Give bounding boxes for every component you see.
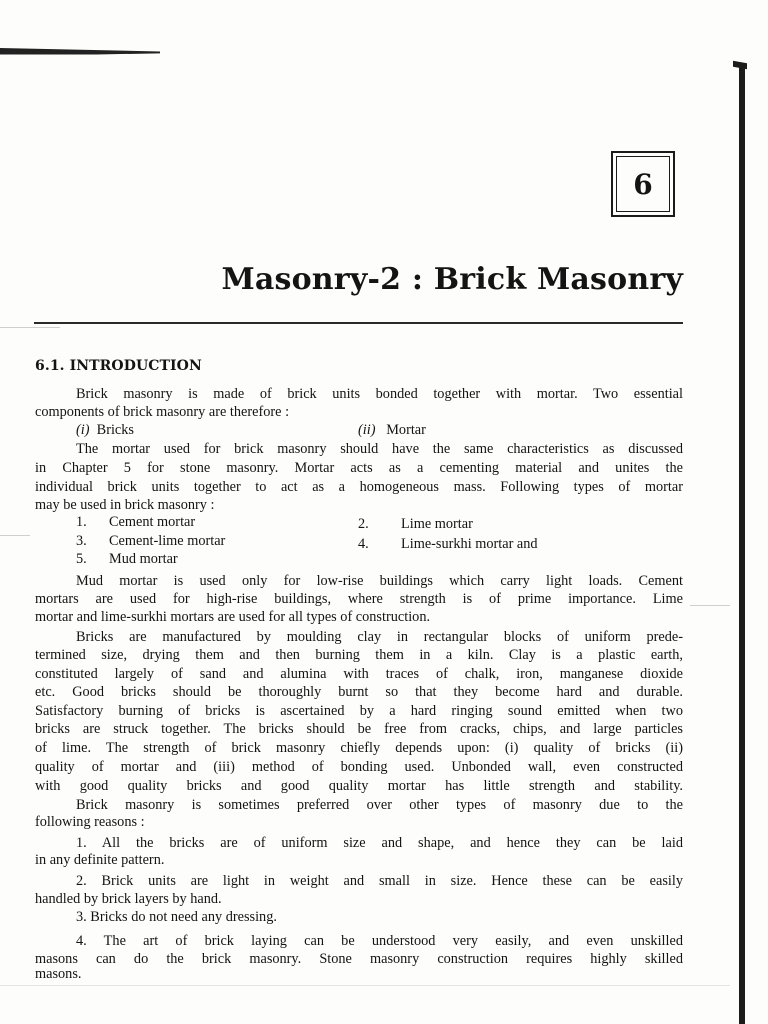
paragraph-line: Bricks are manufactured by moulding clay in rectangular blocks of uniform prede- [76,629,683,645]
mortar-type-item [358,515,473,533]
scan-noise [0,985,730,986]
paragraph-line: may be used in brick masonry : [35,497,215,513]
page-edge-shadow-top [0,48,160,62]
paragraph-line: quality of mortar and (iii) method of bonding used. Unbonded wall, even constructed [35,759,683,775]
paragraph-line: with good quality bricks and good quality mortar has little strength and stability. [35,778,683,794]
paragraph-line: termined size, drying them and then burning them in a kiln. Clay is a plastic earth, [35,647,683,663]
reason-line: 3. Bricks do not need any dressing. [76,909,277,925]
paragraph-line: components of brick masonry are therefore : [35,404,290,420]
mortar-type-number: 5. [76,551,87,567]
reason-line: 2. Brick units are light in weight and small in size. Hence these can be easily [76,873,683,889]
component-marker: (ii) [358,422,376,438]
paragraph-line: mortars are used for high-rise buildings, where strength is of prime importance. Lime [35,591,683,607]
mortar-type-number: 4. [358,536,369,552]
mortar-type-label: Cement mortar [109,514,196,530]
paragraph-line: of lime. The strength of brick masonry chiefly depends upon: (i) quality of bricks (ii) [35,740,683,756]
mortar-type-label: Lime-surkhi mortar and [401,536,538,552]
mortar-type-item [76,550,178,568]
chapter-number: 6 [616,156,670,212]
mortar-type-number: 2. [358,516,369,532]
mortar-type-label: Lime mortar [401,516,473,532]
mortar-type-label: Cement-lime mortar [109,533,226,549]
reason-line: handled by brick layers by hand. [35,891,222,907]
title-divider [34,322,683,324]
mortar-type-label: Mud mortar [109,551,178,567]
mortar-type-item [358,535,538,553]
mortar-type-number: 1. [76,514,87,530]
paragraph-line: Satisfactory burning of bricks is ascertained by a hard ringing sound emitted when two [35,703,683,719]
component-label: Bricks [96,422,134,438]
reason-line: 1. All the bricks are of uniform size and shape, and hence they can be laid [76,835,683,851]
section-heading: 6.1. INTRODUCTION [35,358,202,374]
paragraph-line: Brick masonry is made of brick units bonded together with mortar. Two essential [76,386,683,402]
reason-line: 4. The art of brick laying can be understood very easily, and even unskilled [76,933,683,949]
component-item [76,421,134,439]
component-item [358,421,426,439]
mortar-type-item [76,532,225,550]
paragraph-line: following reasons : [35,814,145,830]
paragraph-line: Mud mortar is used only for low-rise buildings which carry light loads. Cement [76,573,683,589]
scan-noise [0,327,60,328]
paragraph-line: in Chapter 5 for stone masonry. Mortar acts as a cementing material and unites the [35,460,683,476]
paragraph-line: constituted largely of sand and alumina with traces of chalk, iron, manganese dioxide [35,666,683,682]
mortar-type-item [76,513,195,531]
reason-line: in any definite pattern. [35,852,165,868]
reason-line: masons. [35,966,82,982]
paragraph-line: etc. Good bricks should be thoroughly burnt so that they become hard and durable. [35,684,683,700]
paragraph-line: mortar and lime-surkhi mortars are used for all types of construction. [35,609,431,625]
paragraph-line: bricks are struck together. The bricks should be free from cracks, chips, and large particles [35,721,683,737]
paragraph-line: individual brick units together to act as a homogeneous mass. Following types of mortar [35,479,683,495]
mortar-type-number: 3. [76,533,87,549]
scan-noise [0,535,30,536]
paragraph-line: The mortar used for brick masonry should have the same characteristics as discussed [76,441,683,457]
component-marker: (i) [76,422,90,438]
chapter-number-box [611,151,675,217]
component-label: Mortar [386,422,426,438]
reason-line: masons can do the brick masonry. Stone masonry construction requires highly skilled [35,951,683,967]
chapter-title: Masonry-2 : Brick Masonry [221,262,683,297]
scan-noise [690,605,730,606]
page-edge-shadow-right [739,64,745,1024]
paragraph-line: Brick masonry is sometimes preferred over other types of masonry due to the [76,797,683,813]
